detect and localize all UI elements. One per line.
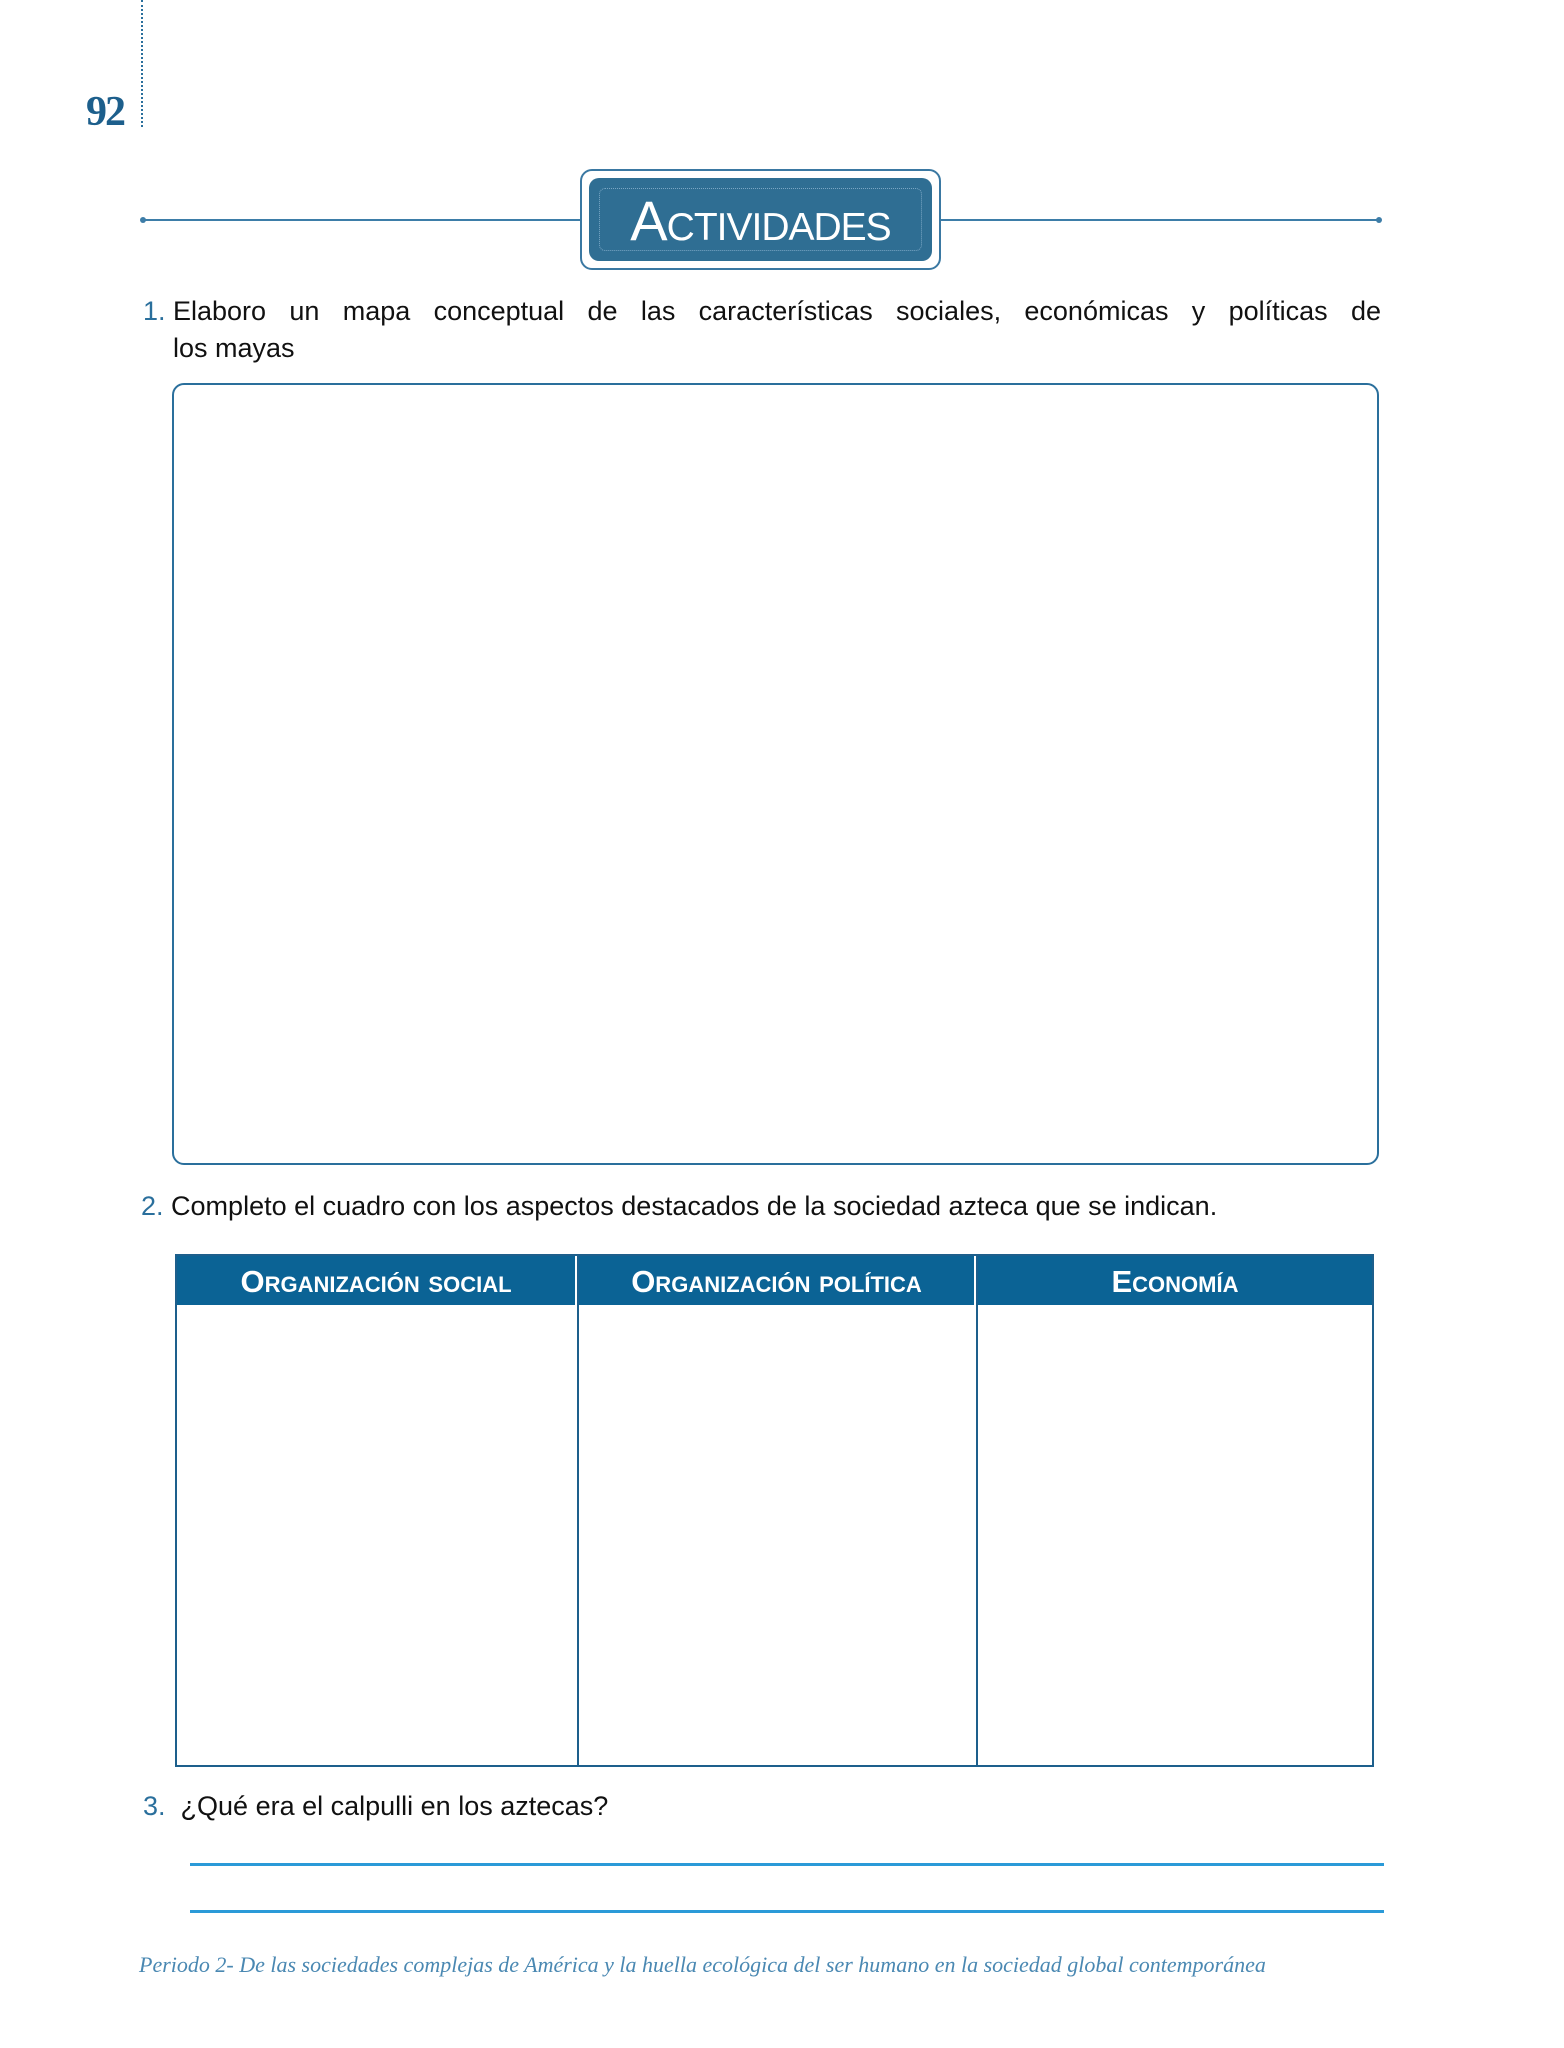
table-column <box>177 1256 579 1765</box>
table-cell[interactable] <box>177 1305 577 1765</box>
question-1-line2: los mayas <box>173 333 295 363</box>
answer-line[interactable] <box>190 1910 1384 1913</box>
table-cell[interactable] <box>579 1305 976 1765</box>
question-number: 3. <box>143 1791 166 1821</box>
page-footer: Periodo 2- De las sociedades complejas de América y la huella ecológica del ser humano en la sociedad global contemporánea <box>139 1952 1266 1977</box>
question-text: ¿Qué era el calpulli en los aztecas? <box>180 1791 609 1821</box>
table-column <box>978 1256 1372 1765</box>
section-title: Actividades <box>630 189 891 252</box>
divider-dot-left <box>140 217 146 223</box>
table-column <box>579 1256 978 1765</box>
aztec-society-table <box>175 1254 1374 1767</box>
question-number: 2. <box>141 1191 164 1221</box>
question-text: Elaboro un mapa conceptual de las características sociales, económicas y políticas de <box>173 296 1381 326</box>
question-text: Completo el cuadro con los aspectos destacados de la sociedad azteca que se indican. <box>171 1191 1218 1221</box>
question-2 <box>141 1188 1217 1225</box>
question-1 <box>173 293 1381 367</box>
page-number: 92 <box>86 89 124 135</box>
question-3 <box>143 1788 608 1825</box>
table-header: Organización social <box>177 1256 577 1305</box>
table-cell[interactable] <box>978 1305 1372 1765</box>
table-header: Economía <box>978 1256 1372 1305</box>
answer-line[interactable] <box>190 1863 1384 1866</box>
concept-map-answer-box[interactable] <box>172 383 1379 1165</box>
section-title-badge <box>580 169 941 270</box>
question-number: 1. <box>143 296 166 326</box>
margin-dotted-line <box>141 0 143 127</box>
table-header: Organización política <box>579 1256 976 1305</box>
divider-dot-right <box>1376 217 1382 223</box>
